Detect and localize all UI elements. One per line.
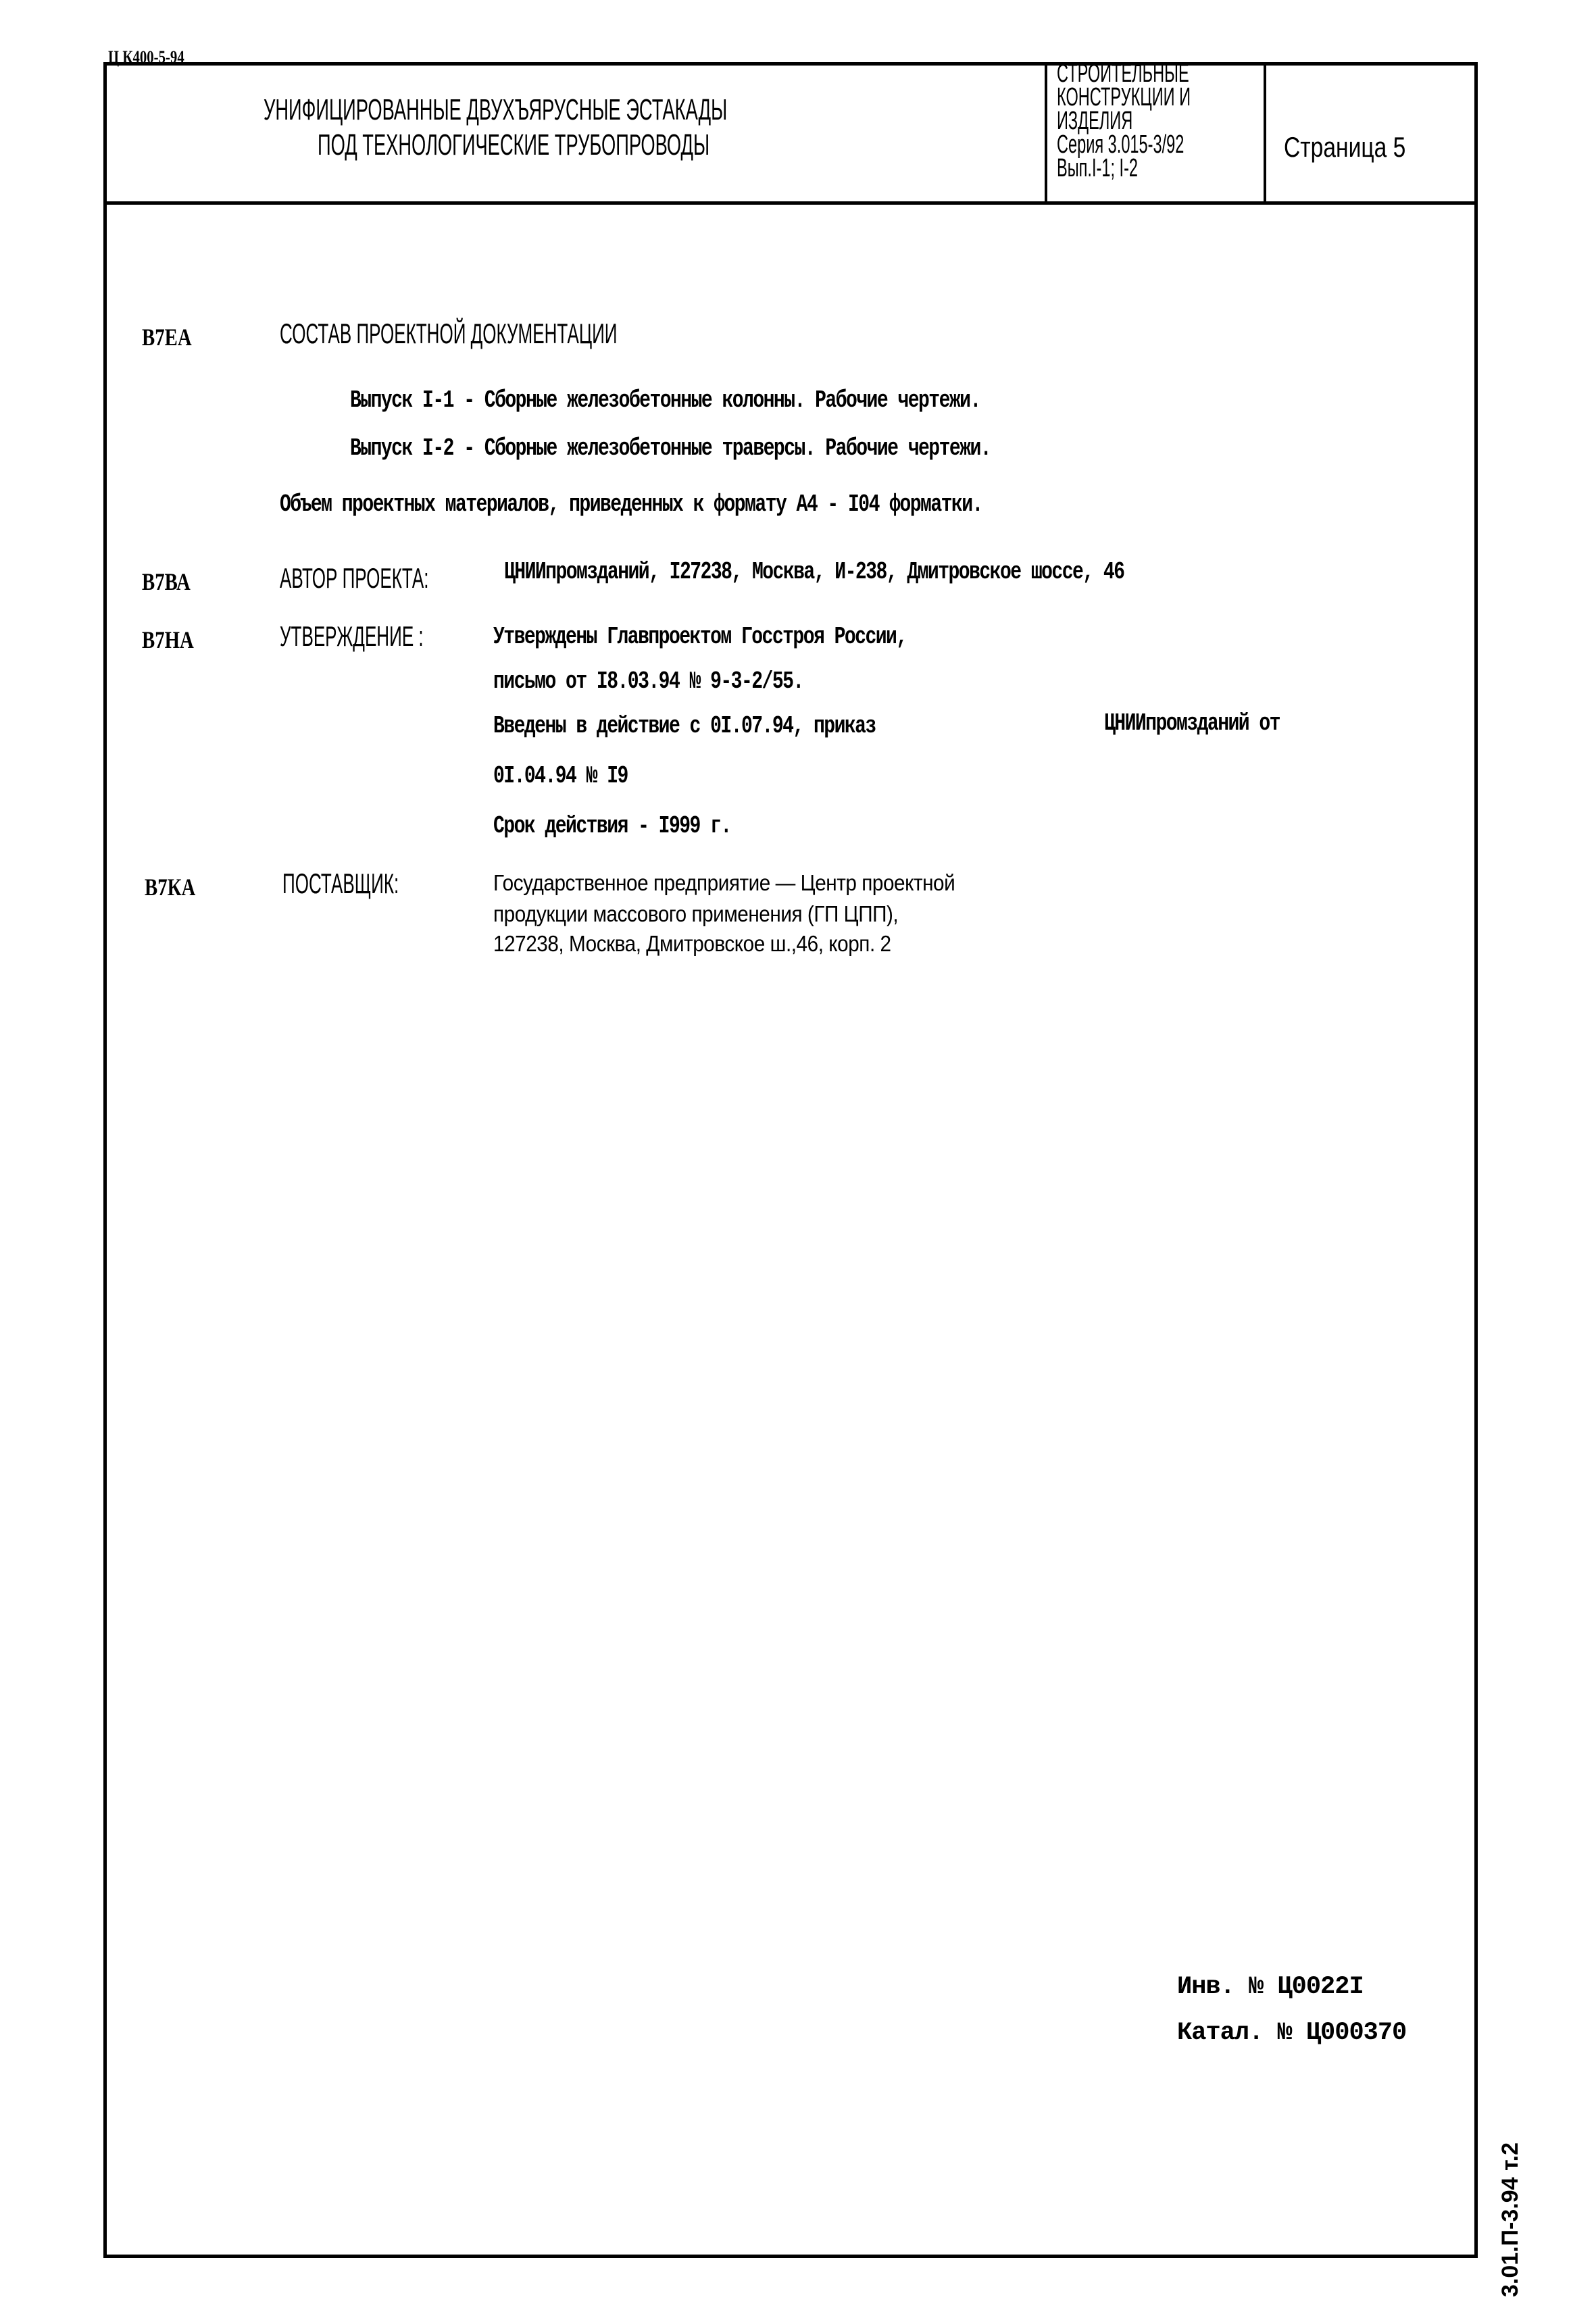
section-label: АВТОР ПРОЕКТА: (280, 562, 429, 594)
issue-text: - Сборные железобетонные траверсы. Рабочие чертежи. (464, 434, 991, 462)
page-number: Страница 5 (1284, 131, 1406, 163)
category-line: КОНСТРУКЦИИ И (1057, 83, 1191, 111)
issue-text: - Сборные железобетонные колонны. Рабочие чертежи. (464, 386, 980, 414)
section-code: В7ВА (142, 568, 191, 595)
header-column-divider (1045, 62, 1047, 203)
issue-label: Выпуск I-1 (350, 386, 453, 414)
approval-order-org: ЦНИИпромзданий от (1104, 709, 1280, 737)
approval-line: Утверждены Главпроектом Госстроя России, (493, 623, 907, 651)
header-divider (103, 201, 1478, 205)
series-line: Серия 3.015-3/92 (1057, 130, 1184, 159)
approval-line: Срок действия - I999 г. (493, 812, 731, 840)
approval-line: 0I.04.94 № I9 (493, 762, 628, 790)
issue-line: Вып.I-1; I-2 (1057, 154, 1139, 182)
section-label: УТВЕРЖДЕНИЕ : (280, 620, 424, 652)
title-line-1: УНИФИЦИРОВАННЫЕ ДВУХЪЯРУСНЫЕ ЭСТАКАДЫ (264, 93, 728, 126)
side-code: 3.01.П-3.94 т.2 (1497, 2142, 1523, 2297)
category-line: СТРОИТЕЛЬНЫЕ (1057, 59, 1189, 88)
section-code: В7КА (145, 874, 196, 901)
approval-line: Введены в действие с 0I.07.94, приказ (493, 712, 876, 740)
issue-item (350, 386, 980, 414)
author-value: ЦНИИпромзданий, I27238, Москва, И-238, Дмитровское шоссе, 46 (504, 558, 1124, 586)
supplier-line: Государственное предприятие — Центр проектной (493, 870, 955, 895)
title-line-2: ПОД ТЕХНОЛОГИЧЕСКИЕ ТРУБОПРОВОДЫ (318, 128, 710, 161)
issue-label: Выпуск I-2 (350, 434, 453, 462)
supplier-line: 127238, Москва, Дмитровское ш.,46, корп. 2 (493, 931, 891, 956)
volume-text: Объем проектных материалов, приведенных к формату А4 - I04 форматки. (280, 491, 982, 518)
supplier-line: продукции массового применения (ГП ЦПП), (493, 901, 899, 926)
section-code: В7ЕА (142, 324, 192, 351)
approval-line: письмо от I8.03.94 № 9-3-2/55. (493, 668, 803, 695)
inventory-number: Инв. № Ц0022I (1177, 1973, 1364, 2001)
section-title: СОСТАВ ПРОЕКТНОЙ ДОКУМЕНТАЦИИ (280, 318, 618, 349)
section-label: ПОСТАВЩИК: (282, 867, 399, 899)
issue-item (350, 434, 991, 462)
section-code: В7НА (142, 626, 194, 653)
category-block (1057, 59, 1191, 182)
document-code: Ц К400-5-94 (108, 47, 184, 67)
category-line: ИЗДЕЛИЯ (1057, 107, 1133, 135)
catalog-number: Катал. № Ц000370 (1177, 2019, 1407, 2047)
header-column-divider (1264, 62, 1266, 203)
